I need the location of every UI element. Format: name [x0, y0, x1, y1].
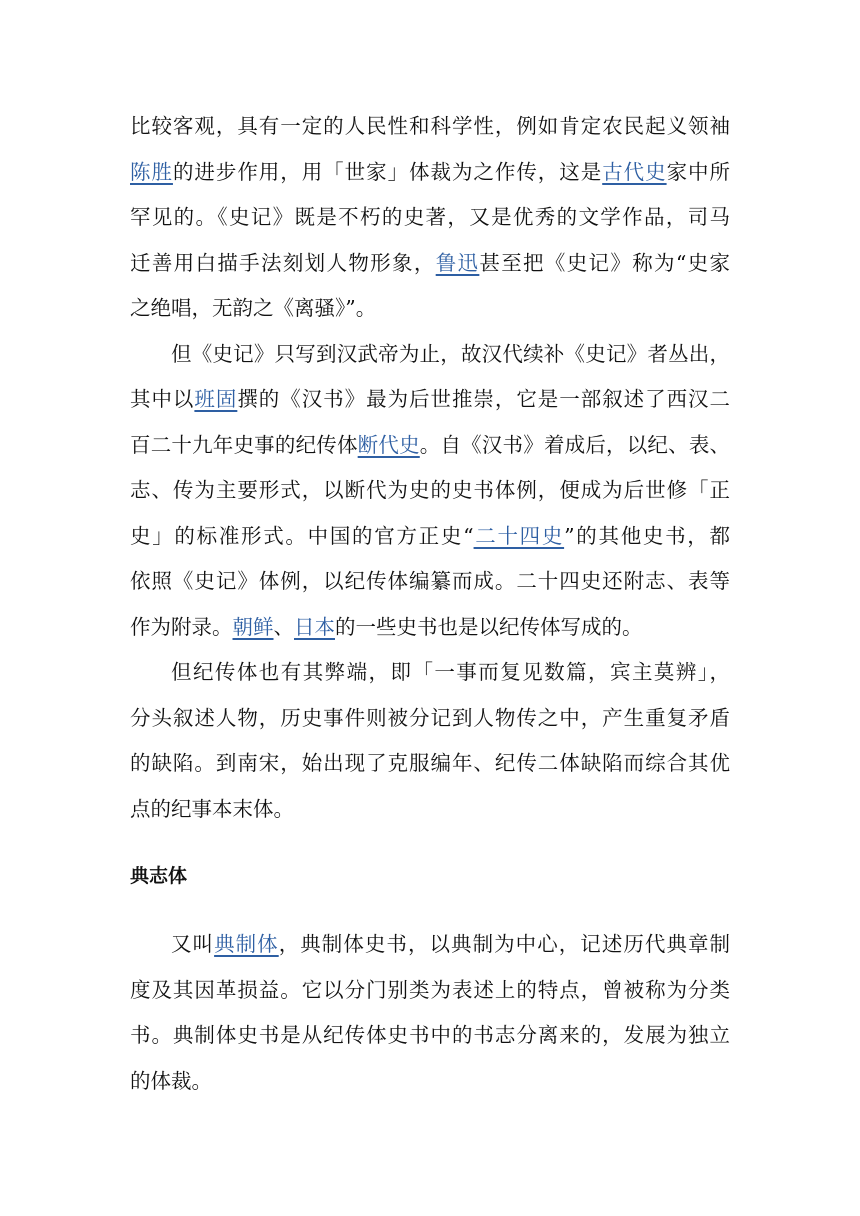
body-section-2	[130, 922, 730, 1104]
hyperlink[interactable]: 朝鲜	[232, 614, 274, 639]
text-run: 但纪传体也有其弊端，即「一事而复见数篇，宾主莫辨」，	[171, 660, 730, 684]
text-run: 作为附录。	[130, 614, 233, 639]
text-run: 撰的《汉书》最为后世推崇，它是一部叙述了西汉二	[237, 387, 731, 411]
text-line	[130, 1013, 730, 1059]
text-line	[130, 332, 730, 378]
text-run: 依照《史记》体例，以纪传体编纂而成。二十四史还附志、表等	[130, 569, 730, 593]
text-run: 比较客观，具有一定的人民性和科学性，例如肯定农民起义领袖	[130, 114, 730, 138]
text-line	[130, 968, 730, 1014]
text-run: 之绝唱，无韵之《离骚》”。	[130, 296, 377, 320]
text-line	[130, 741, 730, 787]
text-run: 罕见的。《史记》既是不朽的史著，又是优秀的文学作品，司马	[130, 205, 730, 229]
text-run: 史」的标准形式。中国的官方正史“	[130, 523, 474, 548]
hyperlink[interactable]: 断代史	[357, 432, 420, 457]
text-run: 度及其因革损益。它以分门别类为表述上的特点，曾被称为分类	[130, 977, 730, 1002]
text-run: 的进步作用，用「世家」体裁为之作传，这是	[172, 159, 603, 184]
hyperlink[interactable]: 陈胜	[130, 159, 173, 184]
paragraph	[130, 332, 730, 651]
paragraph	[130, 650, 730, 832]
text-run: 书。典制体史书是从纪传体史书中的书志分离来的，发展为独立	[130, 1023, 730, 1047]
text-run: 的缺陷。到南宋，始出现了克服编年、纪传二体缺陷而综合其优	[130, 751, 730, 775]
text-run: 但《史记》只写到汉武帝为止，故汉代续补《史记》者丛出，	[171, 341, 730, 366]
text-line	[130, 195, 730, 241]
text-run: 分头叙述人物，历史事件则被分记到人物传之中，产生重复矛盾	[130, 705, 730, 730]
text-run: 的体裁。	[130, 1068, 212, 1093]
text-line	[130, 514, 730, 560]
text-line	[130, 1059, 730, 1105]
text-run: 志、传为主要形式，以断代为史的史书体例，便成为后世修「正	[130, 478, 730, 502]
text-run: 甚至把《史记》称为“史家	[479, 250, 731, 275]
text-line	[130, 150, 730, 196]
text-run: 、	[273, 614, 294, 639]
body-section-1	[130, 104, 730, 832]
text-run: 家中所	[666, 159, 731, 184]
text-run: 的一些史书也是以纪传体写成的。	[335, 614, 643, 639]
text-line	[130, 696, 730, 742]
text-line	[130, 104, 730, 150]
text-run: 其中以	[130, 387, 195, 411]
text-line	[130, 922, 730, 968]
text-line	[130, 559, 730, 605]
document-body	[130, 104, 730, 1104]
text-line	[130, 286, 730, 332]
paragraph	[130, 922, 730, 1104]
text-line	[130, 377, 730, 423]
text-run: ”的其他史书，都	[564, 523, 731, 548]
hyperlink[interactable]: 鲁迅	[435, 250, 480, 275]
hyperlink[interactable]: 日本	[294, 614, 335, 639]
text-run: 。自《汉书》着成后，以纪、表、	[419, 432, 731, 457]
text-line	[130, 468, 730, 514]
text-run: 又叫	[171, 932, 215, 956]
text-line	[130, 605, 730, 651]
hyperlink[interactable]: 二十四史	[473, 523, 565, 548]
text-run: ，典制体史书，以典制为中心，记述历代典章制	[278, 932, 731, 956]
paragraph	[130, 104, 730, 332]
text-line	[130, 787, 730, 833]
hyperlink[interactable]: 古代史	[602, 159, 667, 184]
text-line	[130, 241, 730, 287]
text-run: 迁善用白描手法刻划人物形象，	[130, 250, 436, 275]
section-heading: 典志体	[130, 865, 188, 887]
text-line	[130, 423, 730, 469]
text-line	[130, 650, 730, 696]
hyperlink[interactable]: 典制体	[214, 932, 279, 956]
text-run: 点的纪事本末体。	[130, 796, 294, 821]
hyperlink[interactable]: 班固	[194, 387, 238, 411]
text-run: 百二十九年史事的纪传体	[130, 432, 358, 457]
